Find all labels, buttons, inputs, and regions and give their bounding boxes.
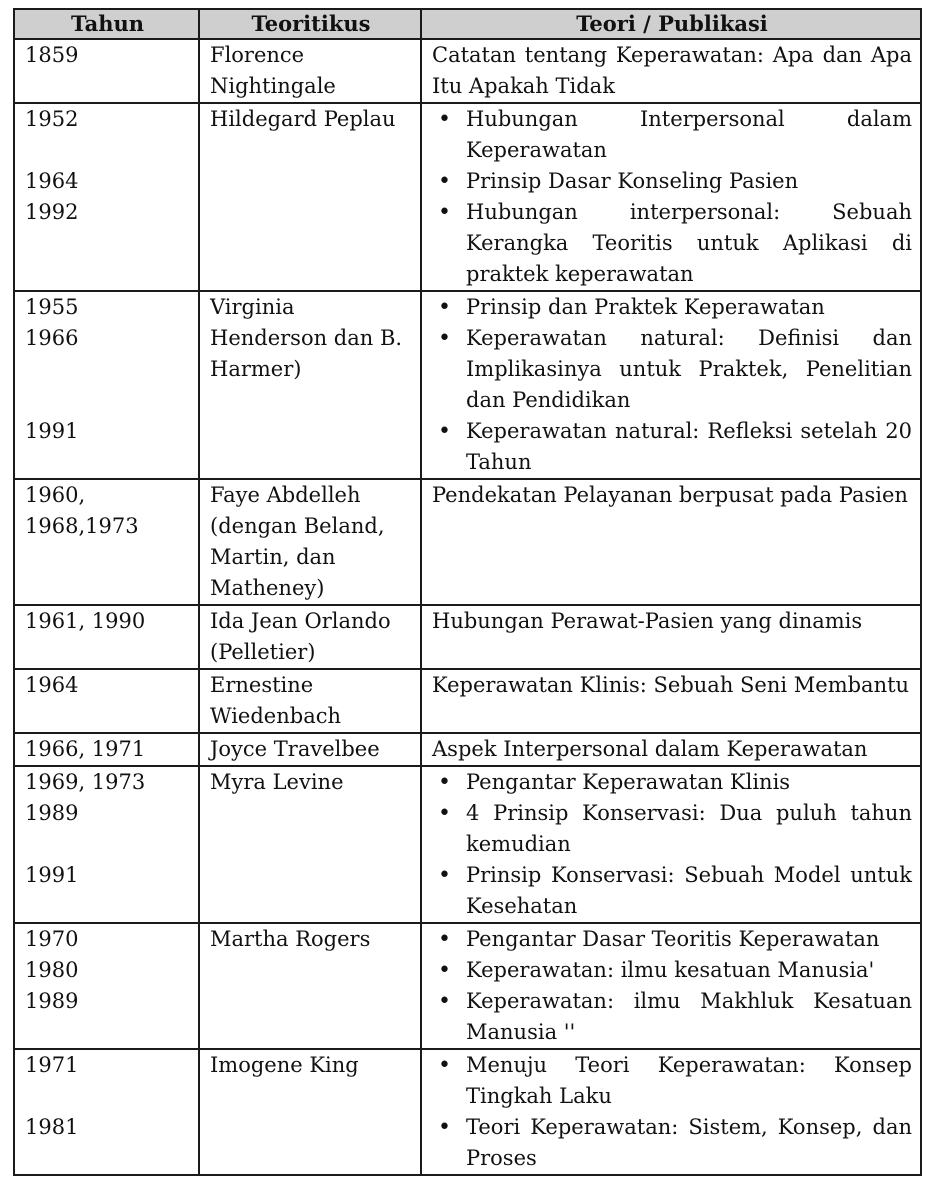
publication-text: Pendekatan Pelayanan berpusat pada Pasien [432, 483, 908, 507]
publication-item: • Pengantar Keperawatan Klinis [432, 767, 912, 798]
table-row [14, 733, 921, 766]
publication-list [432, 292, 912, 478]
theorist-name: Virginia Henderson dan B. Harmer) [210, 295, 403, 381]
publication-item: • Teori Keperawatan: Sistem, Konsep, dan Proses [432, 1112, 912, 1174]
publication-item: • Hubungan Interpersonal dalam Keperawatan [432, 104, 912, 166]
year-spacer [25, 1081, 190, 1112]
theorist-cell [199, 39, 421, 103]
theory-cell [421, 766, 921, 923]
year-value: 1989 [25, 989, 79, 1013]
year-value: 1966 [25, 326, 79, 350]
theory-cell [421, 291, 921, 479]
theorist-cell [199, 479, 421, 605]
publication-text: Hubungan Perawat-Pasien yang dinamis [432, 609, 863, 633]
year-spacer [25, 135, 190, 166]
year-cell [14, 39, 199, 103]
year-value: 1991 [25, 419, 79, 443]
year-cell [14, 669, 199, 733]
year-cell [14, 923, 199, 1049]
year-value: 1969, 1973 [25, 770, 146, 794]
year-value: 1981 [25, 1115, 79, 1139]
theorist-cell [199, 669, 421, 733]
publication-item: • Keperawatan natural: Refleksi setelah 20 Tahun [432, 416, 912, 478]
theorist-cell [199, 733, 421, 766]
theorist-name: Ida Jean Orlando (Pelletier) [210, 609, 391, 664]
year-cell [14, 291, 199, 479]
theorist-cell [199, 103, 421, 291]
theorist-name: Ernestine Wiedenbach [210, 673, 342, 728]
theorist-cell [199, 766, 421, 923]
year-value: 1955 [25, 295, 79, 319]
publication-item: • 4 Prinsip Konservasi: Dua puluh tahun kemudian [432, 798, 912, 860]
theorist-name: Myra Levine [210, 770, 344, 794]
publication-item: • Hubungan interpersonal: Sebuah Kerangka Teoritis untuk Aplikasi di praktek keperawatan [432, 197, 912, 290]
publication-item: • Prinsip Konservasi: Sebuah Model untuk Kesehatan [432, 860, 912, 922]
publication-item: • Keperawatan natural: Definisi dan Implikasinya untuk Praktek, Penelitian dan Pendidikan [432, 323, 912, 416]
header-theorist: Teoritikus [199, 9, 421, 39]
publication-list [432, 924, 912, 1048]
year-spacer [25, 829, 190, 860]
publication-item: • Keperawatan: ilmu kesatuan Manusia' [432, 955, 912, 986]
theory-cell [421, 103, 921, 291]
year-value: 1966, 1971 [25, 737, 146, 761]
year-value: 1971 [25, 1053, 79, 1077]
year-value: 1992 [25, 200, 79, 224]
table-row [14, 766, 921, 923]
publication-text: Keperawatan Klinis: Sebuah Seni Membantu [432, 673, 910, 697]
year-value: 1980 [25, 958, 79, 982]
year-cell [14, 479, 199, 605]
year-value: 1859 [25, 43, 79, 67]
publication-item: • Keperawatan: ilmu Makhluk Kesatuan Manusia '' [432, 986, 912, 1048]
theory-cell [421, 605, 921, 669]
table-row [14, 923, 921, 1049]
year-cell [14, 733, 199, 766]
theorist-name: Imogene King [210, 1053, 359, 1077]
theorist-name: Martha Rogers [210, 927, 371, 951]
theory-cell [421, 923, 921, 1049]
year-value: 1961, 1990 [25, 609, 146, 633]
year-value: 1989 [25, 801, 79, 825]
theorist-name: Joyce Travelbee [210, 737, 380, 761]
publication-text: Catatan tentang Keperawatan: Apa dan Apa Itu Apakah Tidak [432, 43, 912, 98]
theory-cell [421, 39, 921, 103]
publication-item: • Prinsip dan Praktek Keperawatan [432, 292, 912, 323]
theorist-name: Hildegard Peplau [210, 107, 396, 131]
year-value: 1964 [25, 169, 79, 193]
theory-cell [421, 669, 921, 733]
publication-list [432, 1050, 912, 1174]
table-row [14, 39, 921, 103]
table-row [14, 605, 921, 669]
theorist-cell [199, 291, 421, 479]
theorist-name: Florence Nightingale [210, 43, 336, 98]
header-row [14, 9, 921, 39]
table-row [14, 479, 921, 605]
theorist-cell [199, 923, 421, 1049]
header-year: Tahun [14, 9, 199, 39]
year-cell [14, 103, 199, 291]
table-row [14, 669, 921, 733]
theory-cell [421, 1049, 921, 1175]
theorist-name: Faye Abdelleh (dengan Beland, Martin, dan Matheney) [210, 483, 385, 600]
year-value: 1970 [25, 927, 79, 951]
year-value: 1952 [25, 107, 79, 131]
year-value: 1991 [25, 863, 79, 887]
year-value: 1964 [25, 673, 79, 697]
publication-list [432, 767, 912, 922]
publication-item: • Menuju Teori Keperawatan: Konsep Tingkah Laku [432, 1050, 912, 1112]
nursing-theorists-table [13, 8, 922, 1176]
year-spacer [25, 354, 190, 385]
year-cell [14, 766, 199, 923]
year-spacer [25, 385, 190, 416]
publication-text: Aspek Interpersonal dalam Keperawatan [432, 737, 868, 761]
publication-item: • Pengantar Dasar Teoritis Keperawatan [432, 924, 912, 955]
theorist-cell [199, 605, 421, 669]
table-row [14, 291, 921, 479]
year-cell [14, 605, 199, 669]
year-value: 1960, [25, 483, 86, 507]
table-body [14, 39, 921, 1175]
publication-item: • Prinsip Dasar Konseling Pasien [432, 166, 912, 197]
theory-cell [421, 733, 921, 766]
year-cell [14, 1049, 199, 1175]
theory-cell [421, 479, 921, 605]
publication-list [432, 104, 912, 290]
header-theory: Teori / Publikasi [421, 9, 921, 39]
year-value: 1968,1973 [25, 514, 139, 538]
table-row [14, 1049, 921, 1175]
table-row [14, 103, 921, 291]
theorist-cell [199, 1049, 421, 1175]
